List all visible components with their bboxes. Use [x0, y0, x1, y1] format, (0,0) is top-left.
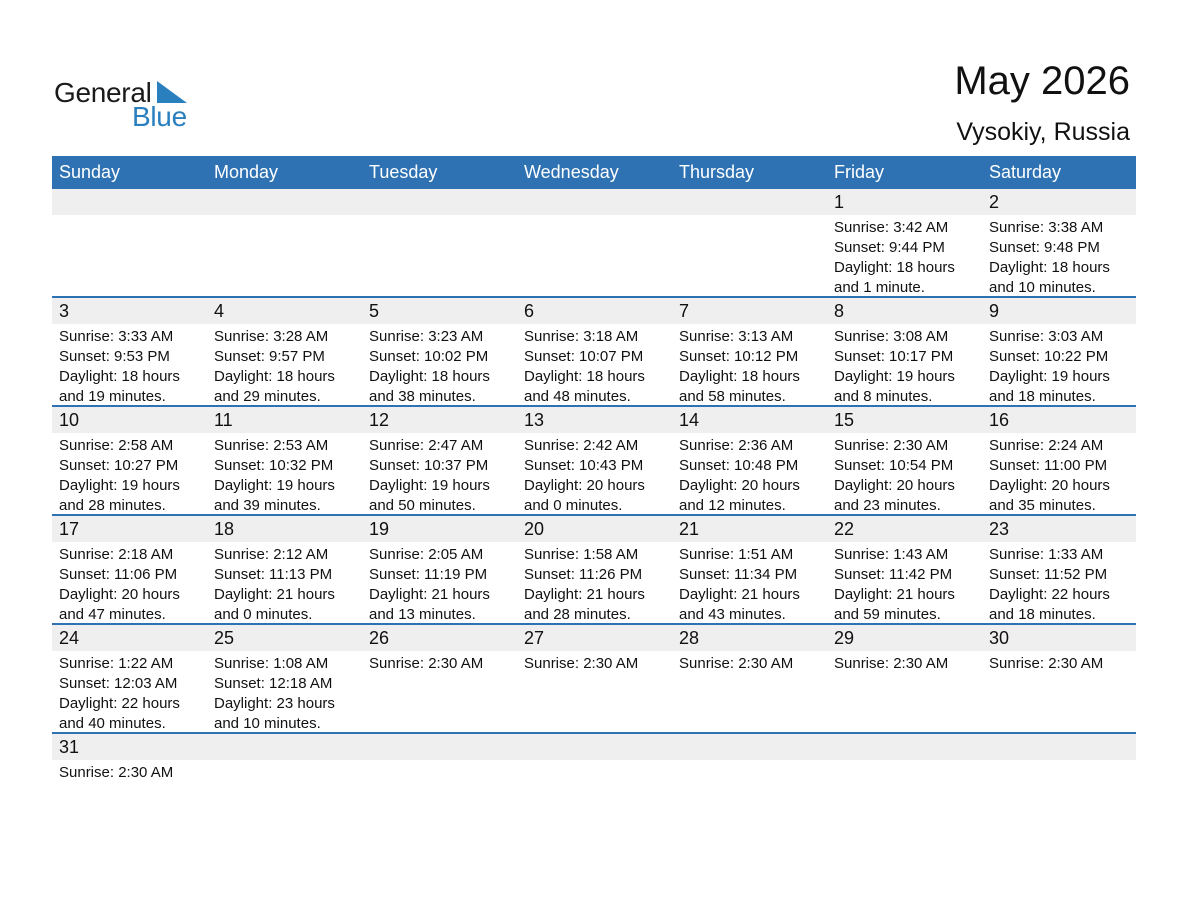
day-number: 10: [59, 410, 80, 430]
day-number: 12: [369, 410, 390, 430]
sun-info-line: Sunset: 10:43 PM: [524, 457, 644, 474]
day-cell: [827, 298, 982, 405]
day-number: 5: [369, 301, 380, 321]
sun-info: [989, 218, 1110, 298]
day-cell: [207, 516, 362, 623]
sun-info: [214, 654, 335, 734]
sun-info-line: and 47 minutes.: [59, 606, 166, 623]
sun-info-line: Sunrise: 2:30 AM: [834, 655, 949, 672]
sun-info-line: Daylight: 19 hours: [214, 477, 335, 494]
calendar-location: Vysokiy, Russia: [956, 118, 1130, 146]
sun-info-line: Sunset: 11:52 PM: [989, 566, 1108, 583]
sun-info-line: Sunset: 12:03 AM: [59, 675, 178, 692]
sun-info-line: Sunset: 10:12 PM: [679, 348, 799, 365]
sun-info-line: Daylight: 19 hours: [369, 477, 490, 494]
sun-info-line: Daylight: 19 hours: [989, 368, 1110, 385]
sun-info-line: Sunrise: 2:30 AM: [989, 655, 1104, 672]
sun-info-line: and 35 minutes.: [989, 497, 1096, 514]
sun-info-line: Sunset: 11:00 PM: [989, 457, 1108, 474]
sun-info: [679, 327, 800, 407]
day-cell: [52, 734, 207, 841]
sun-info-line: Sunset: 10:27 PM: [59, 457, 179, 474]
sun-info-line: and 13 minutes.: [369, 606, 476, 623]
sun-info-line: Sunrise: 1:43 AM: [834, 546, 949, 563]
sun-info-line: Daylight: 22 hours: [989, 586, 1110, 603]
sun-info-line: Daylight: 20 hours: [834, 477, 955, 494]
sun-info-line: Sunrise: 1:58 AM: [524, 546, 639, 563]
sun-info-line: Sunrise: 1:33 AM: [989, 546, 1104, 563]
day-cell: [207, 407, 362, 514]
day-number: 28: [679, 628, 700, 648]
sun-info-line: Sunset: 11:06 PM: [59, 566, 178, 583]
sun-info-line: and 28 minutes.: [524, 606, 631, 623]
sun-info-line: and 19 minutes.: [59, 388, 166, 405]
sun-info: [834, 218, 955, 298]
sun-info: [834, 654, 948, 674]
sun-info: [834, 436, 955, 516]
sun-info-line: Sunrise: 3:28 AM: [214, 328, 329, 345]
sun-info-line: Daylight: 18 hours: [834, 259, 955, 276]
day-number: 21: [679, 519, 700, 539]
sun-info: [59, 327, 180, 407]
sun-info-line: Sunset: 9:48 PM: [989, 239, 1100, 256]
sun-info-line: Sunrise: 1:22 AM: [59, 655, 174, 672]
sun-info: [214, 545, 335, 625]
sun-info-line: Daylight: 21 hours: [679, 586, 800, 603]
weekday-header: Tuesday: [369, 162, 438, 182]
day-number: 7: [679, 301, 690, 321]
sun-info-line: Daylight: 20 hours: [524, 477, 645, 494]
logo-triangle-icon: [157, 81, 187, 103]
sun-info-line: Sunrise: 2:18 AM: [59, 546, 174, 563]
day-cell: [517, 516, 672, 623]
day-number: 1: [834, 192, 845, 212]
sun-info-line: Sunrise: 3:18 AM: [524, 328, 639, 345]
day-number: 25: [214, 628, 235, 648]
day-cell: [362, 625, 517, 732]
sun-info-line: Sunset: 12:18 AM: [214, 675, 333, 692]
sun-info-line: Sunset: 9:53 PM: [59, 348, 170, 365]
day-cell: [362, 516, 517, 623]
calendar-weeks: [52, 189, 1136, 843]
sun-info-line: Sunset: 9:44 PM: [834, 239, 945, 256]
sun-info-line: Sunset: 10:22 PM: [989, 348, 1109, 365]
day-cell: [982, 189, 1137, 296]
sun-info-line: and 0 minutes.: [214, 606, 313, 623]
day-number-band: [52, 734, 1136, 760]
day-number: 3: [59, 301, 70, 321]
logo-text-general: General: [54, 77, 152, 108]
day-cell: [827, 189, 982, 296]
sun-info-line: and 59 minutes.: [834, 606, 941, 623]
sun-info-line: Sunset: 11:13 PM: [214, 566, 333, 583]
weekday-header-row: [52, 156, 1136, 189]
calendar-title: May 2026: [954, 59, 1130, 103]
sun-info-line: Sunset: 10:48 PM: [679, 457, 799, 474]
week-row: [52, 734, 1136, 843]
sun-info-line: Sunrise: 3:08 AM: [834, 328, 949, 345]
day-cell: [982, 516, 1137, 623]
day-number: 17: [59, 519, 80, 539]
sun-info-line: Sunrise: 1:08 AM: [214, 655, 329, 672]
sun-info-line: Sunrise: 3:33 AM: [59, 328, 174, 345]
sun-info: [214, 436, 335, 516]
sun-info-line: Daylight: 18 hours: [59, 368, 180, 385]
sun-info-line: Sunset: 10:37 PM: [369, 457, 489, 474]
sun-info-line: Sunrise: 3:23 AM: [369, 328, 484, 345]
sun-info-line: Sunrise: 2:42 AM: [524, 437, 639, 454]
sun-info-line: Sunrise: 2:30 AM: [524, 655, 639, 672]
weekday-header: Saturday: [989, 162, 1062, 182]
day-cell: [672, 407, 827, 514]
sun-info-line: Sunrise: 2:30 AM: [679, 655, 794, 672]
sun-info-line: Daylight: 21 hours: [369, 586, 490, 603]
sun-info-line: and 58 minutes.: [679, 388, 786, 405]
day-cell: [52, 407, 207, 514]
sun-info-line: and 50 minutes.: [369, 497, 476, 514]
day-number: 6: [524, 301, 535, 321]
day-cell: [52, 298, 207, 405]
sun-info-line: and 18 minutes.: [989, 388, 1096, 405]
sun-info-line: Daylight: 18 hours: [989, 259, 1110, 276]
sun-info: [679, 436, 800, 516]
sun-info-line: Sunset: 11:42 PM: [834, 566, 953, 583]
day-number: 29: [834, 628, 855, 648]
day-number: 2: [989, 192, 1000, 212]
sun-info-line: Daylight: 20 hours: [59, 586, 180, 603]
logo-text-blue: Blue: [132, 101, 187, 132]
sun-info-line: Sunset: 11:19 PM: [369, 566, 488, 583]
sun-info-line: Sunset: 10:17 PM: [834, 348, 954, 365]
week-row: [52, 189, 1136, 298]
sun-info: [834, 545, 955, 625]
sun-info-line: and 18 minutes.: [989, 606, 1096, 623]
day-number: 19: [369, 519, 390, 539]
sun-info-line: Sunset: 10:54 PM: [834, 457, 954, 474]
sun-info-line: and 29 minutes.: [214, 388, 321, 405]
sun-info-line: Sunset: 11:26 PM: [524, 566, 643, 583]
sun-info-line: Sunrise: 3:38 AM: [989, 219, 1104, 236]
day-number: 20: [524, 519, 545, 539]
day-cell: [362, 298, 517, 405]
sun-info-line: and 10 minutes.: [989, 279, 1096, 296]
day-cell: [517, 625, 672, 732]
sun-info-line: Sunrise: 2:12 AM: [214, 546, 329, 563]
sun-info-line: and 43 minutes.: [679, 606, 786, 623]
sun-info-line: Daylight: 21 hours: [214, 586, 335, 603]
sun-info-line: Sunrise: 2:53 AM: [214, 437, 329, 454]
sun-info: [369, 545, 490, 625]
day-number: 27: [524, 628, 545, 648]
day-number: 24: [59, 628, 80, 648]
week-row: [52, 516, 1136, 625]
sun-info: [59, 654, 180, 734]
sun-info-line: Sunrise: 1:51 AM: [679, 546, 794, 563]
day-number: 18: [214, 519, 235, 539]
sun-info-line: Sunset: 9:57 PM: [214, 348, 325, 365]
day-cell: [517, 298, 672, 405]
sun-info-line: and 23 minutes.: [834, 497, 941, 514]
sun-info: [369, 436, 490, 516]
day-number: 13: [524, 410, 545, 430]
day-cell: [827, 516, 982, 623]
sun-info: [524, 545, 645, 625]
sun-info-line: Daylight: 22 hours: [59, 695, 180, 712]
sun-info-line: and 0 minutes.: [524, 497, 623, 514]
sun-info: [59, 763, 173, 783]
sun-info-line: and 38 minutes.: [369, 388, 476, 405]
sun-info-line: and 10 minutes.: [214, 715, 321, 732]
day-number: 9: [989, 301, 1000, 321]
day-number: 11: [214, 410, 233, 430]
sun-info-line: and 12 minutes.: [679, 497, 786, 514]
sun-info: [679, 545, 800, 625]
day-cell: [207, 625, 362, 732]
sun-info: [989, 436, 1110, 516]
day-cell: [672, 625, 827, 732]
sun-info-line: Daylight: 18 hours: [524, 368, 645, 385]
day-cell: [52, 516, 207, 623]
sun-info-line: Sunrise: 2:30 AM: [59, 764, 174, 781]
sun-info-line: Daylight: 21 hours: [524, 586, 645, 603]
sun-info-line: Sunrise: 2:36 AM: [679, 437, 794, 454]
sun-info-line: Sunrise: 2:05 AM: [369, 546, 484, 563]
sun-info-line: and 1 minute.: [834, 279, 925, 296]
day-cell: [982, 625, 1137, 732]
sun-info-line: Sunset: 10:32 PM: [214, 457, 334, 474]
day-cell: [517, 407, 672, 514]
sun-info-line: Sunset: 10:02 PM: [369, 348, 489, 365]
day-number: 22: [834, 519, 855, 539]
day-number: 16: [989, 410, 1010, 430]
sun-info-line: Sunset: 10:07 PM: [524, 348, 644, 365]
day-cell: [362, 407, 517, 514]
weekday-header: Friday: [834, 162, 885, 182]
sun-info-line: and 39 minutes.: [214, 497, 321, 514]
week-row: [52, 625, 1136, 734]
day-cell: [827, 625, 982, 732]
sun-info-line: Daylight: 23 hours: [214, 695, 335, 712]
day-cell: [982, 298, 1137, 405]
sun-info-line: Sunset: 11:34 PM: [679, 566, 798, 583]
sun-info-line: Sunrise: 3:13 AM: [679, 328, 794, 345]
sun-info-line: Daylight: 18 hours: [369, 368, 490, 385]
sun-info-line: Daylight: 21 hours: [834, 586, 955, 603]
sun-info-line: Sunrise: 2:47 AM: [369, 437, 484, 454]
sun-info-line: Sunrise: 2:24 AM: [989, 437, 1104, 454]
day-cell: [672, 516, 827, 623]
day-cell: [982, 407, 1137, 514]
sun-info-line: Daylight: 18 hours: [214, 368, 335, 385]
day-cell: [52, 625, 207, 732]
sun-info: [679, 654, 793, 674]
day-number: 31: [59, 737, 80, 757]
sun-info-line: Sunrise: 2:30 AM: [834, 437, 949, 454]
day-cell: [827, 407, 982, 514]
sun-info-line: Daylight: 20 hours: [989, 477, 1110, 494]
day-number: 26: [369, 628, 390, 648]
day-number: 8: [834, 301, 845, 321]
week-row: [52, 298, 1136, 407]
day-number: 15: [834, 410, 855, 430]
sun-info: [524, 436, 645, 516]
day-cell: [672, 298, 827, 405]
sun-info: [369, 654, 483, 674]
sun-info: [524, 654, 638, 674]
sun-info-line: Daylight: 19 hours: [834, 368, 955, 385]
weekday-header: Monday: [214, 162, 279, 182]
sun-info-line: Daylight: 20 hours: [679, 477, 800, 494]
sun-info-line: and 40 minutes.: [59, 715, 166, 732]
sun-info: [524, 327, 645, 407]
sun-info: [214, 327, 335, 407]
sun-info-line: and 48 minutes.: [524, 388, 631, 405]
day-number: 4: [214, 301, 225, 321]
sun-info: [59, 545, 180, 625]
sun-info-line: Daylight: 18 hours: [679, 368, 800, 385]
sun-info-line: Sunrise: 2:30 AM: [369, 655, 484, 672]
day-number: 30: [989, 628, 1010, 648]
brand-logo: [54, 78, 194, 134]
calendar-grid: [52, 156, 1136, 843]
weekday-header: Thursday: [679, 162, 755, 182]
sun-info-line: Sunrise: 3:03 AM: [989, 328, 1104, 345]
week-row: [52, 407, 1136, 516]
sun-info: [989, 654, 1103, 674]
sun-info-line: Sunrise: 3:42 AM: [834, 219, 949, 236]
sun-info: [989, 545, 1110, 625]
sun-info-line: and 8 minutes.: [834, 388, 933, 405]
sun-info: [59, 436, 180, 516]
day-number: 14: [679, 410, 700, 430]
weekday-header: Sunday: [59, 162, 121, 182]
sun-info: [989, 327, 1110, 407]
sun-info-line: and 28 minutes.: [59, 497, 166, 514]
weekday-header: Wednesday: [524, 162, 619, 182]
sun-info: [834, 327, 955, 407]
sun-info-line: Sunrise: 2:58 AM: [59, 437, 174, 454]
sun-info-line: Daylight: 19 hours: [59, 477, 180, 494]
day-number: 23: [989, 519, 1010, 539]
day-cell: [207, 298, 362, 405]
sun-info: [369, 327, 490, 407]
